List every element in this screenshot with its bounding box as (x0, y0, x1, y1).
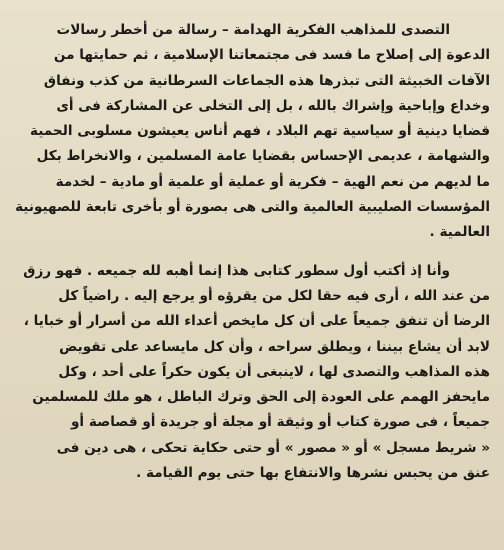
text-line: الرضا أن تنفق جميعاً على أن كل مايخص أعداء الله من أسرار أو خبايا ، (23, 313, 490, 330)
text-line: العالمية . (429, 224, 490, 241)
text-line: الآفات الخبيثة التى تبذرها هذه الجماعات السرطانية من كذب ونفاق (43, 72, 490, 89)
text-line: عنق من يحبس نشرها والانتفاع بها حتى يوم القيامة . (136, 465, 490, 482)
text-line: قضايا دينية أو سياسية تهم البلاد ، فهم أناس يعيشون مسلوبى الحمية (30, 123, 490, 140)
text-line: مايحفز الهمم على العودة إلى الحق وترك الباطل ، هو ملك للمسلمين (32, 389, 490, 406)
text-line: ما لديهم من نعم الهية – فكرية أو عملية أو علمية أو مادية – لخدمة (55, 173, 490, 190)
text-line: من عند الله ، أرى فيه حقا لكل من يقرؤه أو يرجع إليه . راضياً كل (58, 287, 490, 304)
paragraph-1 (12, 14, 490, 246)
text-line: التصدى للمذاهب الفكرية الهدامة – رسالة من أخطر رسالات (56, 22, 450, 38)
text-line: المؤسسات الصليبية العالمية والتى هى بصورة أو بأخرى تابعة للصهيونية (15, 199, 490, 216)
text-line: وأنا إذ أكتب أول سطور كتابى هذا إنما أهبه لله جميعه . فهو رزق (23, 262, 450, 279)
text-line: جميعاً ، فى صورة كتاب أو وثيقة أو مجلة أو جريدة أو قصاصة أو (70, 414, 490, 431)
text-line: وخداع وإباحية وإشراك بالله ، بل إلى التخلى عن المشاركة فى أى (56, 97, 490, 114)
paragraph-2 (12, 259, 490, 487)
text-line: هذه المذاهب والتصدى لها ، لاينبغى أن يكون حكراً على أحد ، وكل (58, 363, 490, 380)
text-line: « شريط مسجل » أو « مصور » أو حتى حكاية تحكى ، هى دين فى (56, 439, 490, 456)
text-line: الدعوة إلى إصلاح ما فسد فى مجتمعاتنا الإسلامية ، ثم حمايتها من (53, 47, 490, 64)
text-line: لابد أن يشاع بيننا ، ويطلق سراحه ، وأن كل مايساعد على تقويض (59, 338, 490, 355)
text-line: والشهامة ، عديمى الإحساس بقضايا عامة المسلمين ، والانخراط بكل (36, 148, 490, 165)
